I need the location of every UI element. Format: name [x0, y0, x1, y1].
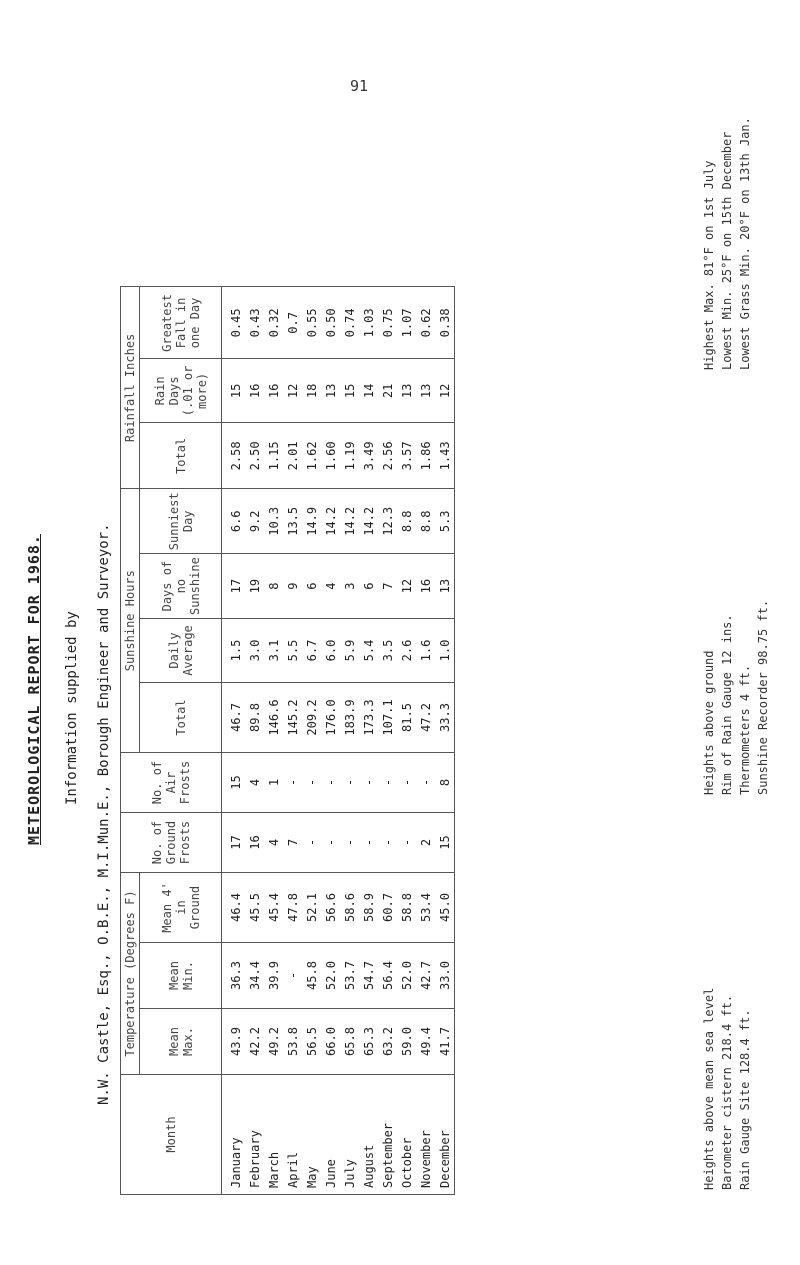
cell-sunniest: 14.2: [340, 489, 359, 554]
footer-extremes: [700, 117, 754, 370]
cell-daily-avg: 5.4: [359, 619, 378, 683]
header-days-no-sunshine: Days of no Sunshine: [140, 554, 222, 619]
cell-mean-4ft: 45.4: [264, 873, 283, 943]
cell-mean-min: 45.8: [302, 943, 321, 1009]
cell-greatest: 0.7: [283, 287, 302, 359]
cell-rain-total: 1.15: [264, 423, 283, 489]
cell-no-sun: 16: [416, 554, 435, 619]
cell-mean-min: 52.0: [397, 943, 416, 1009]
cell-mean-4ft: 52.1: [302, 873, 321, 943]
cell-greatest: 0.32: [264, 287, 283, 359]
cell-air-frosts: -: [359, 753, 378, 813]
cell-ground-frosts: 15: [435, 813, 455, 873]
cell-month: December: [435, 1075, 455, 1195]
cell-no-sun: 4: [321, 554, 340, 619]
cell-mean-max: 49.2: [264, 1009, 283, 1075]
cell-mean-4ft: 58.9: [359, 873, 378, 943]
cell-ground-frosts: -: [321, 813, 340, 873]
cell-air-frosts: -: [378, 753, 397, 813]
cell-sunniest: 14.9: [302, 489, 321, 554]
cell-month: October: [397, 1075, 416, 1195]
cell-sunniest: 14.2: [321, 489, 340, 554]
footer-right-line: Lowest Grass Min. 20°F on 13th Jan.: [738, 117, 752, 370]
cell-ground-frosts: -: [359, 813, 378, 873]
table-row: [416, 287, 435, 1195]
cell-daily-avg: 3.0: [245, 619, 264, 683]
cell-mean-min: 53.7: [340, 943, 359, 1009]
cell-month: August: [359, 1075, 378, 1195]
cell-month: February: [245, 1075, 264, 1195]
cell-mean-min: 34.4: [245, 943, 264, 1009]
cell-air-frosts: 8: [435, 753, 455, 813]
cell-ground-frosts: 4: [264, 813, 283, 873]
table-row: [435, 287, 455, 1195]
cell-air-frosts: -: [302, 753, 321, 813]
cell-ground-frosts: -: [340, 813, 359, 873]
table-row: [264, 287, 283, 1195]
cell-sunniest: 8.8: [397, 489, 416, 554]
cell-daily-avg: 6.0: [321, 619, 340, 683]
header-rain-days: Rain Days (.01 or more): [140, 359, 222, 423]
cell-air-frosts: -: [416, 753, 435, 813]
cell-air-frosts: -: [397, 753, 416, 813]
cell-sunniest: 13.5: [283, 489, 302, 554]
cell-air-frosts: -: [321, 753, 340, 813]
cell-greatest: 0.55: [302, 287, 321, 359]
cell-month: September: [378, 1075, 397, 1195]
cell-rain-total: 1.60: [321, 423, 340, 489]
cell-rain-total: 3.57: [397, 423, 416, 489]
table-row: [397, 287, 416, 1195]
table-row: [222, 287, 246, 1195]
cell-mean-max: 43.9: [222, 1009, 246, 1075]
meteorological-table: [120, 286, 455, 1195]
page-number: 91: [349, 76, 369, 95]
information-line: Information supplied by: [64, 611, 80, 805]
cell-daily-avg: 1.5: [222, 619, 246, 683]
footer-left-line: Barometer cistern 218.4 ft.: [720, 994, 734, 1190]
header-month: Month: [121, 1075, 222, 1195]
cell-air-frosts: 1: [264, 753, 283, 813]
cell-month: June: [321, 1075, 340, 1195]
cell-mean-max: 56.5: [302, 1009, 321, 1075]
cell-mean-min: 54.7: [359, 943, 378, 1009]
cell-daily-avg: 1.0: [435, 619, 455, 683]
cell-greatest: 0.74: [340, 287, 359, 359]
table-row: [302, 287, 321, 1195]
cell-sun-total: 173.3: [359, 683, 378, 753]
cell-greatest: 0.62: [416, 287, 435, 359]
cell-ground-frosts: 16: [245, 813, 264, 873]
header-rainfall-group: Rainfall Inches: [121, 287, 140, 489]
cell-daily-avg: 3.5: [378, 619, 397, 683]
footer-mid-line: Heights above ground: [702, 650, 716, 795]
cell-ground-frosts: -: [378, 813, 397, 873]
cell-month: November: [416, 1075, 435, 1195]
cell-mean-4ft: 60.7: [378, 873, 397, 943]
cell-ground-frosts: -: [397, 813, 416, 873]
cell-mean-min: -: [283, 943, 302, 1009]
cell-air-frosts: -: [283, 753, 302, 813]
cell-greatest: 1.03: [359, 287, 378, 359]
table-row: [340, 287, 359, 1195]
cell-sunniest: 5.3: [435, 489, 455, 554]
cell-ground-frosts: 7: [283, 813, 302, 873]
cell-mean-min: 56.4: [378, 943, 397, 1009]
cell-rain-days: 15: [340, 359, 359, 423]
footer-mid-line: Sunshine Recorder 98.75 ft.: [756, 599, 770, 795]
cell-mean-min: 52.0: [321, 943, 340, 1009]
cell-air-frosts: 4: [245, 753, 264, 813]
header-sunniest-day: Sunniest Day: [140, 489, 222, 554]
table-row: [321, 287, 340, 1195]
cell-no-sun: 9: [283, 554, 302, 619]
cell-air-frosts: -: [340, 753, 359, 813]
cell-sun-total: 33.3: [435, 683, 455, 753]
cell-no-sun: 19: [245, 554, 264, 619]
cell-mean-max: 63.2: [378, 1009, 397, 1075]
cell-month: April: [283, 1075, 302, 1195]
cell-mean-max: 65.8: [340, 1009, 359, 1075]
cell-rain-days: 16: [264, 359, 283, 423]
header-mean-min: Mean Min.: [140, 943, 222, 1009]
cell-no-sun: 17: [222, 554, 246, 619]
cell-mean-min: 39.9: [264, 943, 283, 1009]
table-row: [359, 287, 378, 1195]
cell-mean-max: 59.0: [397, 1009, 416, 1075]
cell-mean-4ft: 58.8: [397, 873, 416, 943]
cell-rain-total: 2.50: [245, 423, 264, 489]
cell-month: May: [302, 1075, 321, 1195]
cell-rain-days: 13: [397, 359, 416, 423]
cell-sun-total: 146.6: [264, 683, 283, 753]
cell-no-sun: 7: [378, 554, 397, 619]
cell-ground-frosts: 17: [222, 813, 246, 873]
cell-mean-max: 53.8: [283, 1009, 302, 1075]
cell-mean-4ft: 45.5: [245, 873, 264, 943]
footer-mid-line: Thermometers 4 ft.: [738, 664, 752, 795]
cell-rain-total: 1.86: [416, 423, 435, 489]
cell-sun-total: 47.2: [416, 683, 435, 753]
cell-no-sun: 6: [302, 554, 321, 619]
cell-sun-total: 209.2: [302, 683, 321, 753]
header-temperature-group: Temperature (Degrees F): [121, 873, 140, 1075]
cell-sun-total: 107.1: [378, 683, 397, 753]
cell-rain-days: 13: [416, 359, 435, 423]
cell-no-sun: 13: [435, 554, 455, 619]
cell-sunniest: 10.3: [264, 489, 283, 554]
cell-mean-4ft: 46.4: [222, 873, 246, 943]
cell-rain-total: 2.56: [378, 423, 397, 489]
cell-sun-total: 81.5: [397, 683, 416, 753]
cell-mean-min: 36.3: [222, 943, 246, 1009]
cell-rain-days: 12: [435, 359, 455, 423]
cell-mean-max: 41.7: [435, 1009, 455, 1075]
cell-rain-total: 1.43: [435, 423, 455, 489]
table-row: [283, 287, 302, 1195]
cell-sunniest: 12.3: [378, 489, 397, 554]
footer-right-line: Highest Max. 81°F on 1st July: [702, 160, 716, 370]
cell-sun-total: 46.7: [222, 683, 246, 753]
cell-sun-total: 183.9: [340, 683, 359, 753]
footer-right-line: Lowest Min. 25°F on 15th December: [720, 131, 734, 370]
header-daily-average: Daily Average: [140, 619, 222, 683]
cell-mean-max: 49.4: [416, 1009, 435, 1075]
cell-no-sun: 12: [397, 554, 416, 619]
cell-greatest: 0.45: [222, 287, 246, 359]
cell-sunniest: 6.6: [222, 489, 246, 554]
cell-daily-avg: 3.1: [264, 619, 283, 683]
cell-mean-4ft: 53.4: [416, 873, 435, 943]
cell-mean-4ft: 45.0: [435, 873, 455, 943]
cell-mean-max: 65.3: [359, 1009, 378, 1075]
cell-sunniest: 9.2: [245, 489, 264, 554]
cell-mean-4ft: 47.8: [283, 873, 302, 943]
cell-rain-days: 13: [321, 359, 340, 423]
cell-greatest: 0.50: [321, 287, 340, 359]
cell-rain-days: 15: [222, 359, 246, 423]
cell-rain-days: 14: [359, 359, 378, 423]
cell-rain-days: 21: [378, 359, 397, 423]
cell-daily-avg: 5.5: [283, 619, 302, 683]
cell-sunniest: 14.2: [359, 489, 378, 554]
report-title: METEOROLOGICAL REPORT FOR 1968.: [25, 534, 43, 845]
header-mean-4ft: Mean 4' in Ground: [140, 873, 222, 943]
cell-sun-total: 145.2: [283, 683, 302, 753]
cell-mean-max: 66.0: [321, 1009, 340, 1075]
cell-daily-avg: 1.6: [416, 619, 435, 683]
header-mean-max: Mean Max.: [140, 1009, 222, 1075]
footer-sea-level-heights: [700, 988, 754, 1190]
cell-rain-days: 18: [302, 359, 321, 423]
table-row: [245, 287, 264, 1195]
cell-mean-4ft: 56.6: [321, 873, 340, 943]
cell-sun-total: 89.8: [245, 683, 264, 753]
header-air-frosts: No. of Air Frosts: [121, 753, 222, 813]
cell-mean-max: 42.2: [245, 1009, 264, 1075]
cell-month: March: [264, 1075, 283, 1195]
header-rain-total: Total: [140, 423, 222, 489]
cell-rain-days: 16: [245, 359, 264, 423]
cell-daily-avg: 6.7: [302, 619, 321, 683]
cell-mean-min: 33.0: [435, 943, 455, 1009]
cell-air-frosts: 15: [222, 753, 246, 813]
cell-greatest: 0.75: [378, 287, 397, 359]
cell-rain-total: 2.58: [222, 423, 246, 489]
header-greatest-fall: Greatest Fall in one Day: [140, 287, 222, 359]
cell-mean-4ft: 58.6: [340, 873, 359, 943]
footer-left-line: Heights above mean sea level: [702, 987, 716, 1190]
header-sun-total: Total: [140, 683, 222, 753]
cell-sun-total: 176.0: [321, 683, 340, 753]
cell-no-sun: 8: [264, 554, 283, 619]
cell-no-sun: 3: [340, 554, 359, 619]
cell-rain-total: 3.49: [359, 423, 378, 489]
cell-ground-frosts: 2: [416, 813, 435, 873]
cell-greatest: 0.43: [245, 287, 264, 359]
cell-month: July: [340, 1075, 359, 1195]
table-body: [222, 287, 455, 1195]
cell-rain-days: 12: [283, 359, 302, 423]
cell-daily-avg: 5.9: [340, 619, 359, 683]
footer-ground-heights: [700, 600, 772, 795]
cell-month: January: [222, 1075, 246, 1195]
table-row: [378, 287, 397, 1195]
author-line: N.W. Castle, Esq., O.B.E., M.I.Mun.E., Borough Engineer and Surveyor.: [96, 523, 112, 1105]
footer-left-line: Rain Gauge Site 128.4 ft.: [738, 1009, 752, 1190]
footer-mid-line: Rim of Rain Gauge 12 ins.: [720, 614, 734, 795]
cell-sunniest: 8.8: [416, 489, 435, 554]
cell-no-sun: 6: [359, 554, 378, 619]
cell-daily-avg: 2.6: [397, 619, 416, 683]
header-sunshine-group: Sunshine Hours: [121, 489, 140, 753]
cell-mean-min: 42.7: [416, 943, 435, 1009]
cell-rain-total: 2.01: [283, 423, 302, 489]
cell-rain-total: 1.19: [340, 423, 359, 489]
cell-ground-frosts: -: [302, 813, 321, 873]
cell-greatest: 0.38: [435, 287, 455, 359]
cell-greatest: 1.07: [397, 287, 416, 359]
header-ground-frosts: No. of Ground Frosts: [121, 813, 222, 873]
cell-rain-total: 1.62: [302, 423, 321, 489]
